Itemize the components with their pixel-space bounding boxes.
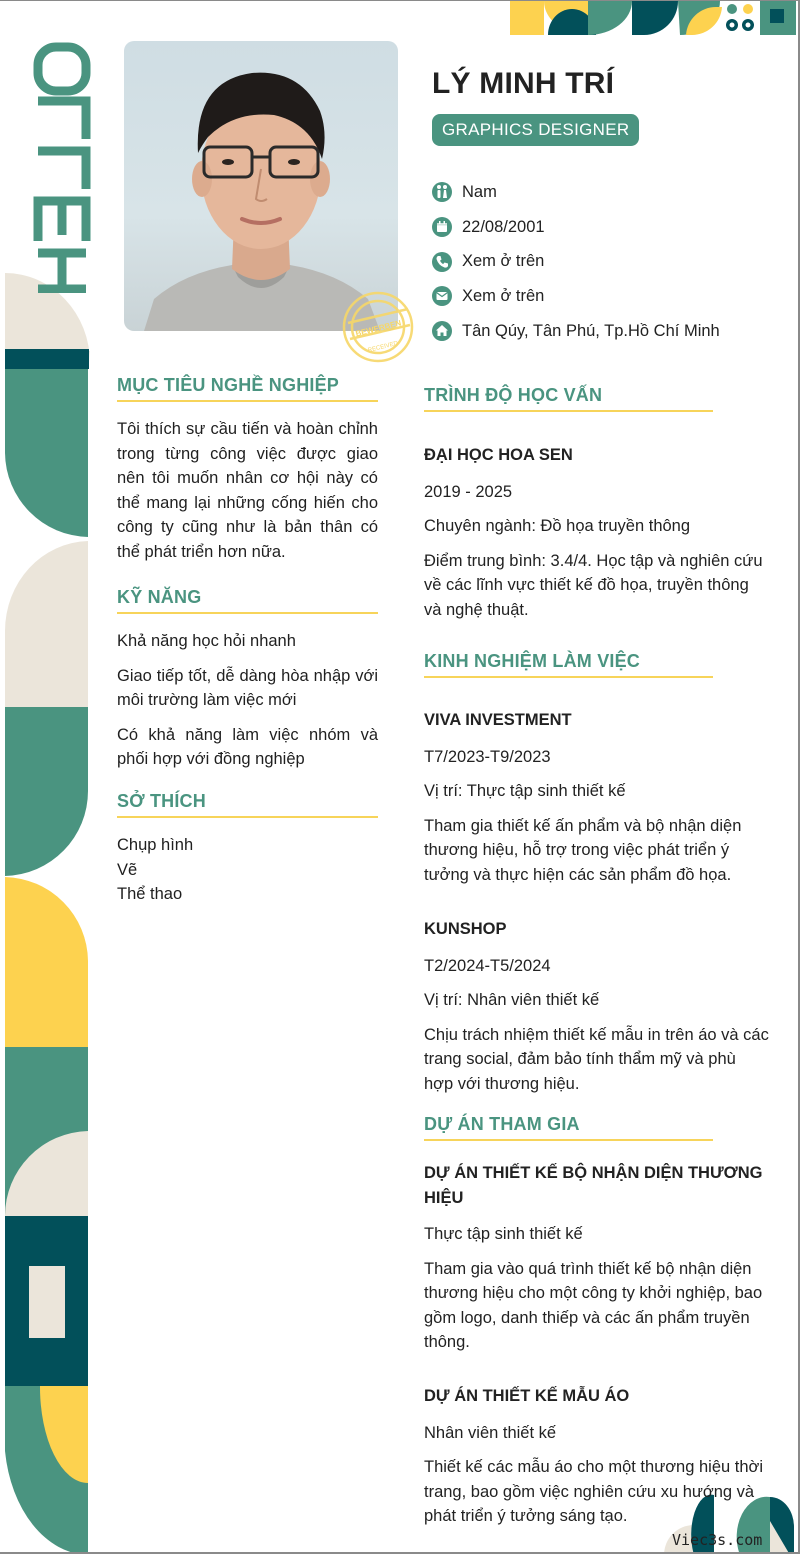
info-email[interactable] [432,279,720,314]
skill-item: Khả năng học hỏi nhanh [117,632,296,650]
job-position: Vị trí: Thực tập sinh thiết kế [424,782,626,800]
projects-title: DỰ ÁN THAM GIA [424,1114,580,1134]
info-gender [432,175,720,210]
info-address-text: Tân Qúy, Tân Phú, Tp.Hồ Chí Minh [462,321,720,340]
objective-text: Tôi thích sự cầu tiến và hoàn chỉnh trong từng công việc được giao nên tôi muốn nhân cơ hội này có thể mang lại những cống hiến cho công ty cũng như là bản thân có thể phát triển hơn nữa. [117,420,378,561]
projects-divider [424,1139,713,1141]
info-email-text: Xem ở trên [462,286,545,305]
job-period: T2/2024-T5/2024 [424,956,551,975]
top-decorative-shapes [508,1,798,37]
info-birthdate [432,210,720,245]
info-phone-text: Xem ở trên [462,252,545,271]
role-badge: GRAPHICS DESIGNER [432,114,639,146]
skill-item: Có khả năng làm việc nhóm và phối hợp với đồng nghiệp [117,725,378,768]
school-years: 2019 - 2025 [424,482,513,501]
school-detail: Điểm trung bình: 3.4/4. Học tập và nghiên cứu về các lĩnh vực thiết kế đồ họa, truyền thông và nghệ thuật. [424,551,763,619]
gender-icon [432,182,452,202]
info-address [432,314,720,349]
education-entry [424,443,769,622]
skill-item: Giao tiếp tốt, dễ dàng hòa nhập với môi trường làm việc mới [117,666,378,709]
skills-title: KỸ NĂNG [117,587,202,607]
education-divider [424,410,713,412]
project-entry [424,1161,774,1355]
personal-info-list [432,175,720,348]
email-icon [432,286,452,306]
info-phone[interactable] [432,244,720,279]
project-detail: Tham gia vào quá trình thiết kế bộ nhận diện thương hiệu cho một công ty khởi nghiệp, bao gồm logo, danh thiếp và các ấn phẩm truyền thông. [424,1259,763,1351]
skills-divider [117,612,378,614]
job-entry [424,917,769,1096]
home-icon [432,321,452,341]
received-stamp [338,287,418,367]
svg-text:RECEIVED: RECEIVED [367,340,399,354]
candidate-name: LÝ MINH TRÍ [432,67,615,100]
education-title: TRÌNH ĐỘ HỌC VẤN [424,385,603,405]
skills-list [117,629,378,782]
svg-text:BEWERBEN: BEWERBEN [354,318,403,339]
job-company: KUNSHOP [424,920,507,938]
hobbies-list [117,833,378,907]
school-major: Chuyên ngành: Đồ họa truyền thông [424,517,691,535]
experience-title: KINH NGHIỆM LÀM VIỆC [424,651,641,671]
project-name: DỰ ÁN THIẾT KẾ BỘ NHẬN DIỆN THƯƠNG HIỆU [424,1164,763,1207]
hobby-item: Chụp hình [117,836,194,854]
project-name: DỰ ÁN THIẾT KẾ MẪU ÁO [424,1387,630,1405]
hobby-item: Vẽ [117,860,138,879]
project-role: Thực tập sinh thiết kế [424,1225,583,1243]
job-entry [424,708,769,887]
job-detail: Tham gia thiết kế ấn phẩm và bộ nhận diện thương hiệu, hỗ trợ trong việc phát triển ý tưởng và thực hiện các sản phẩm đồ họa. [424,816,742,884]
project-detail: Thiết kế các mẫu áo cho một thương hiệu thời trang, bao gồm việc nghiên cứu xu hướng và phát triển ý tưởng sáng tạo. [424,1458,764,1525]
hobbies-divider [117,816,378,818]
job-detail: Chịu trách nhiệm thiết kế mẫu in trên áo và các trang social, đảm bảo tính thẩm mỹ và phù hợp với thương hiệu. [424,1025,769,1093]
project-role: Nhân viên thiết kế [424,1423,557,1442]
job-position: Vị trí: Nhân viên thiết kế [424,991,600,1009]
job-period: T7/2023-T9/2023 [424,747,551,766]
site-watermark: Viec3s.com [672,1531,763,1549]
hello-vertical-text [28,41,92,293]
phone-icon [432,252,452,272]
hobbies-title: SỞ THÍCH [117,791,206,811]
objective-title: MỤC TIÊU NGHỀ NGHIỆP [117,375,340,395]
school-name: ĐẠI HỌC HOA SEN [424,446,573,464]
info-birthdate-text: 22/08/2001 [462,217,545,236]
hobby-item: Thể thao [117,885,183,903]
experience-divider [424,676,713,678]
job-company: VIVA INVESTMENT [424,711,572,729]
objective-divider [117,400,378,402]
calendar-icon [432,217,452,237]
project-entry [424,1384,769,1529]
info-gender-text: Nam [462,182,497,201]
